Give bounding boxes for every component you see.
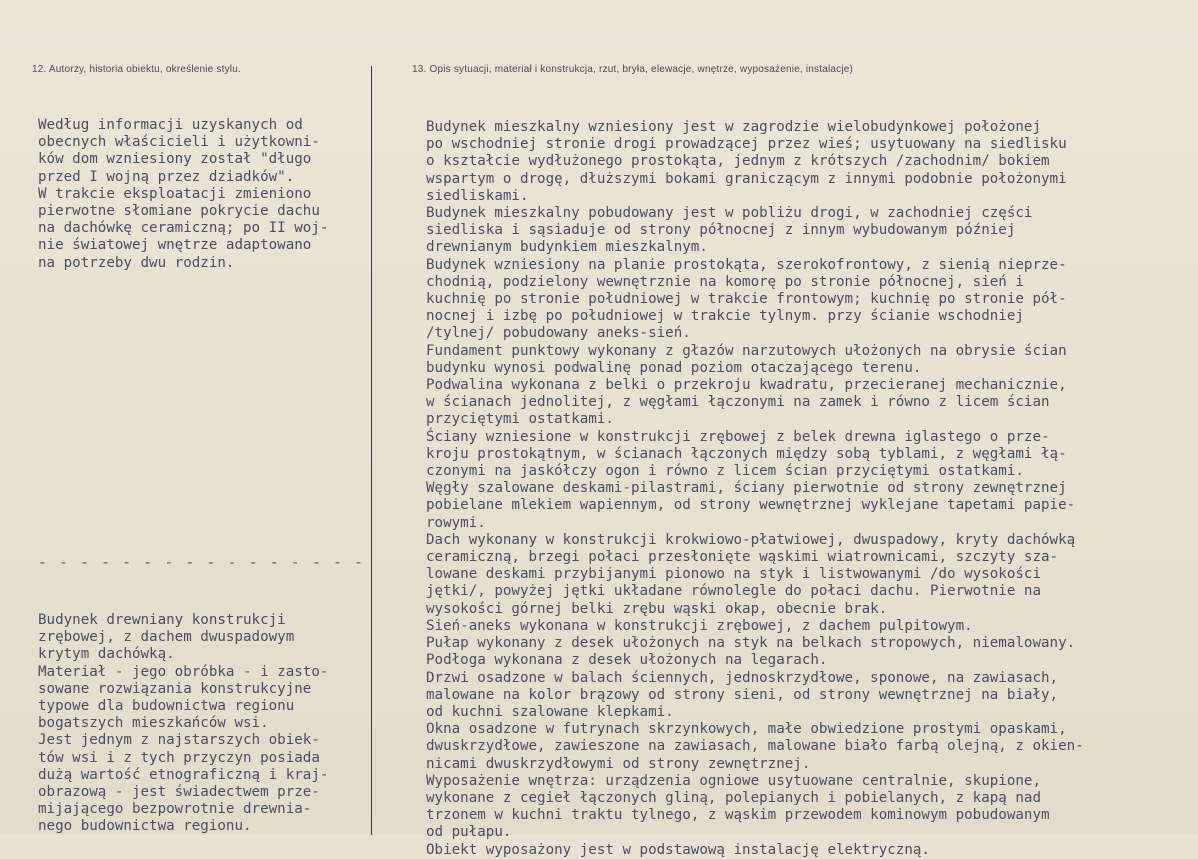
- right-section-header: 13. Opis sytuacji, materiał i konstrukcja, rzut, bryła, elewacje, wnętrze, wyposażenie, instalacje): [412, 64, 854, 75]
- style-assessment-text: Budynek drewniany konstrukcji zrębowej, z dachem dwuspadowym krytym dachówką. Materiał - jego obróbka - i zasto- sowane rozwiązania konstrukcyjne typowe dla budownictwa regionu bogatszych mieszkańców wsi. Jest jednym z najstarszych obiek- tów wsi i z tych przyczyn posiada dużą wartość etnograficzną i kraj- obrazową - jest świadectwem prze- mijającego bezpowrotnie drewnia- nego budownictwa regionu.: [38, 612, 329, 835]
- history-text: Według informacji uzyskanych od obecnych właścicieli i użytkowni- ków dom wzniesiony został "długo przed I wojną przez dziadków". W trakcie eksploatacji zmieniono pierwotne słomiane pokrycie dachu na dachówkę ceramiczną; po II woj- nie światowej wnętrze adaptowano na potrzeby dwu rodzin.: [38, 117, 329, 271]
- building-description-text: Budynek mieszkalny wzniesiony jest w zagrodzie wielobudynkowej położonej po wschodniej stronie drogi prowadzącej przez wieś; usytuowany na siedlisku o kształcie wydłużonego prostokąta, jednym z krótszych /zachodnim/ bokiem wspartym o drogę, dłuższymi bokami graniczącym z innymi podobnie położonymi siedliskami. Budynek mieszkalny pobudowany jest w pobliżu drogi, w zachodniej części siedliska i sąsiaduje od strony północnej z innym wybudowanym później drewnianym budynkiem mieszkalnym. Budynek wzniesiony na planie prostokąta, szerokofrontowy, z sienią nieprze- chodnią, podzielony wewnętrznie na komorę po stronie północnej, sień i kuchnię po stronie południowej w trakcie frontowym; kuchnię po stronie pół- nocnej i izbę po południowej w trakcie tylnym. przy ścianie wschodniej /tylnej/ pobudowany aneks-sień. Fundament punktowy wykonany z głazów narzutowych ułożonych na obrysie ścian budynku wynosi podwalinę ponad poziom otaczającego terenu. Podwalina wykonana z belki o przekroju kwadratu, przecieranej mechanicznie, w ścianach jednolitej, z węgłami łączonymi na zamek i równo z licem ścian przyciętymi ostatkami. Ściany wzniesione w konstrukcji zrębowej z belek drewna iglastego o prze- kroju prostokątnym, w ścianach łączonych między sobą tyblami, z węgłami łą- czonymi na jaskółczy ogon i równo z licem ścian przyciętymi ostatkami. Węgły szalowane deskami-pilastrami, ściany pierwotnie od strony zewnętrznej pobielane mlekiem wapiennym, od strony wewnętrznej wyklejane tapetami papie- rowymi. Dach wykonany w konstrukcji krokwiowo-płatwiowej, dwuspadowy, kryty dachówką ceramiczną, brzegi połaci przesłonięte wąskimi wiatrownicami, szczyty sza- lowane deskami przybijanymi pionowo na styk i listwowanymi /do wysokości jętki/, powyżej jętki układane równolegle do połaci dachu. Pierwotnie na wysokości górnej belki zrębu wąski okap, obecnie brak. Sień-aneks wykonana w konstrukcji zrębowej, z dachem pulpitowym. Pułap wykonany z desek ułożonych na styk na belkach stropowych, niemalowany. Podłoga wykonana z desek ułożonych na legarach. Drzwi osadzone w balach ściennych, jednoskrzydłowe, sponowe, na zawiasach, malowane na kolor brązowy od strony sieni, od strony wewnętrznej na biały, od kuchni szalowane klepkami. Okna osadzone w futrynach skrzynkowych, małe obwiedzione prostymi opaskami, dwuskrzydłowe, zawieszone na zawiasach, malowane biało farbą olejną, z okien- nicami dwuskrzydłowymi od strony zewnętrznej. Wyposażenie wnętrza: urządzenia ogniowe usytuowane centralnie, skupione, wykonane z cegieł łączonych gliną, polepianych i pobielanych, z kapą nad trzonem w kuchni traktu tylnego, z wąskim przewodem kominowym pobudowanym od pułapu. Obiekt wyposażony jest w podstawową instalację elektryczną.: [426, 119, 1084, 858]
- column-divider: [371, 66, 372, 835]
- dashed-separator: - - - - - - - - - - - - - - - -: [38, 555, 365, 571]
- left-section-header: 12. Autorzy, historia obiektu, określenie stylu.: [32, 64, 241, 75]
